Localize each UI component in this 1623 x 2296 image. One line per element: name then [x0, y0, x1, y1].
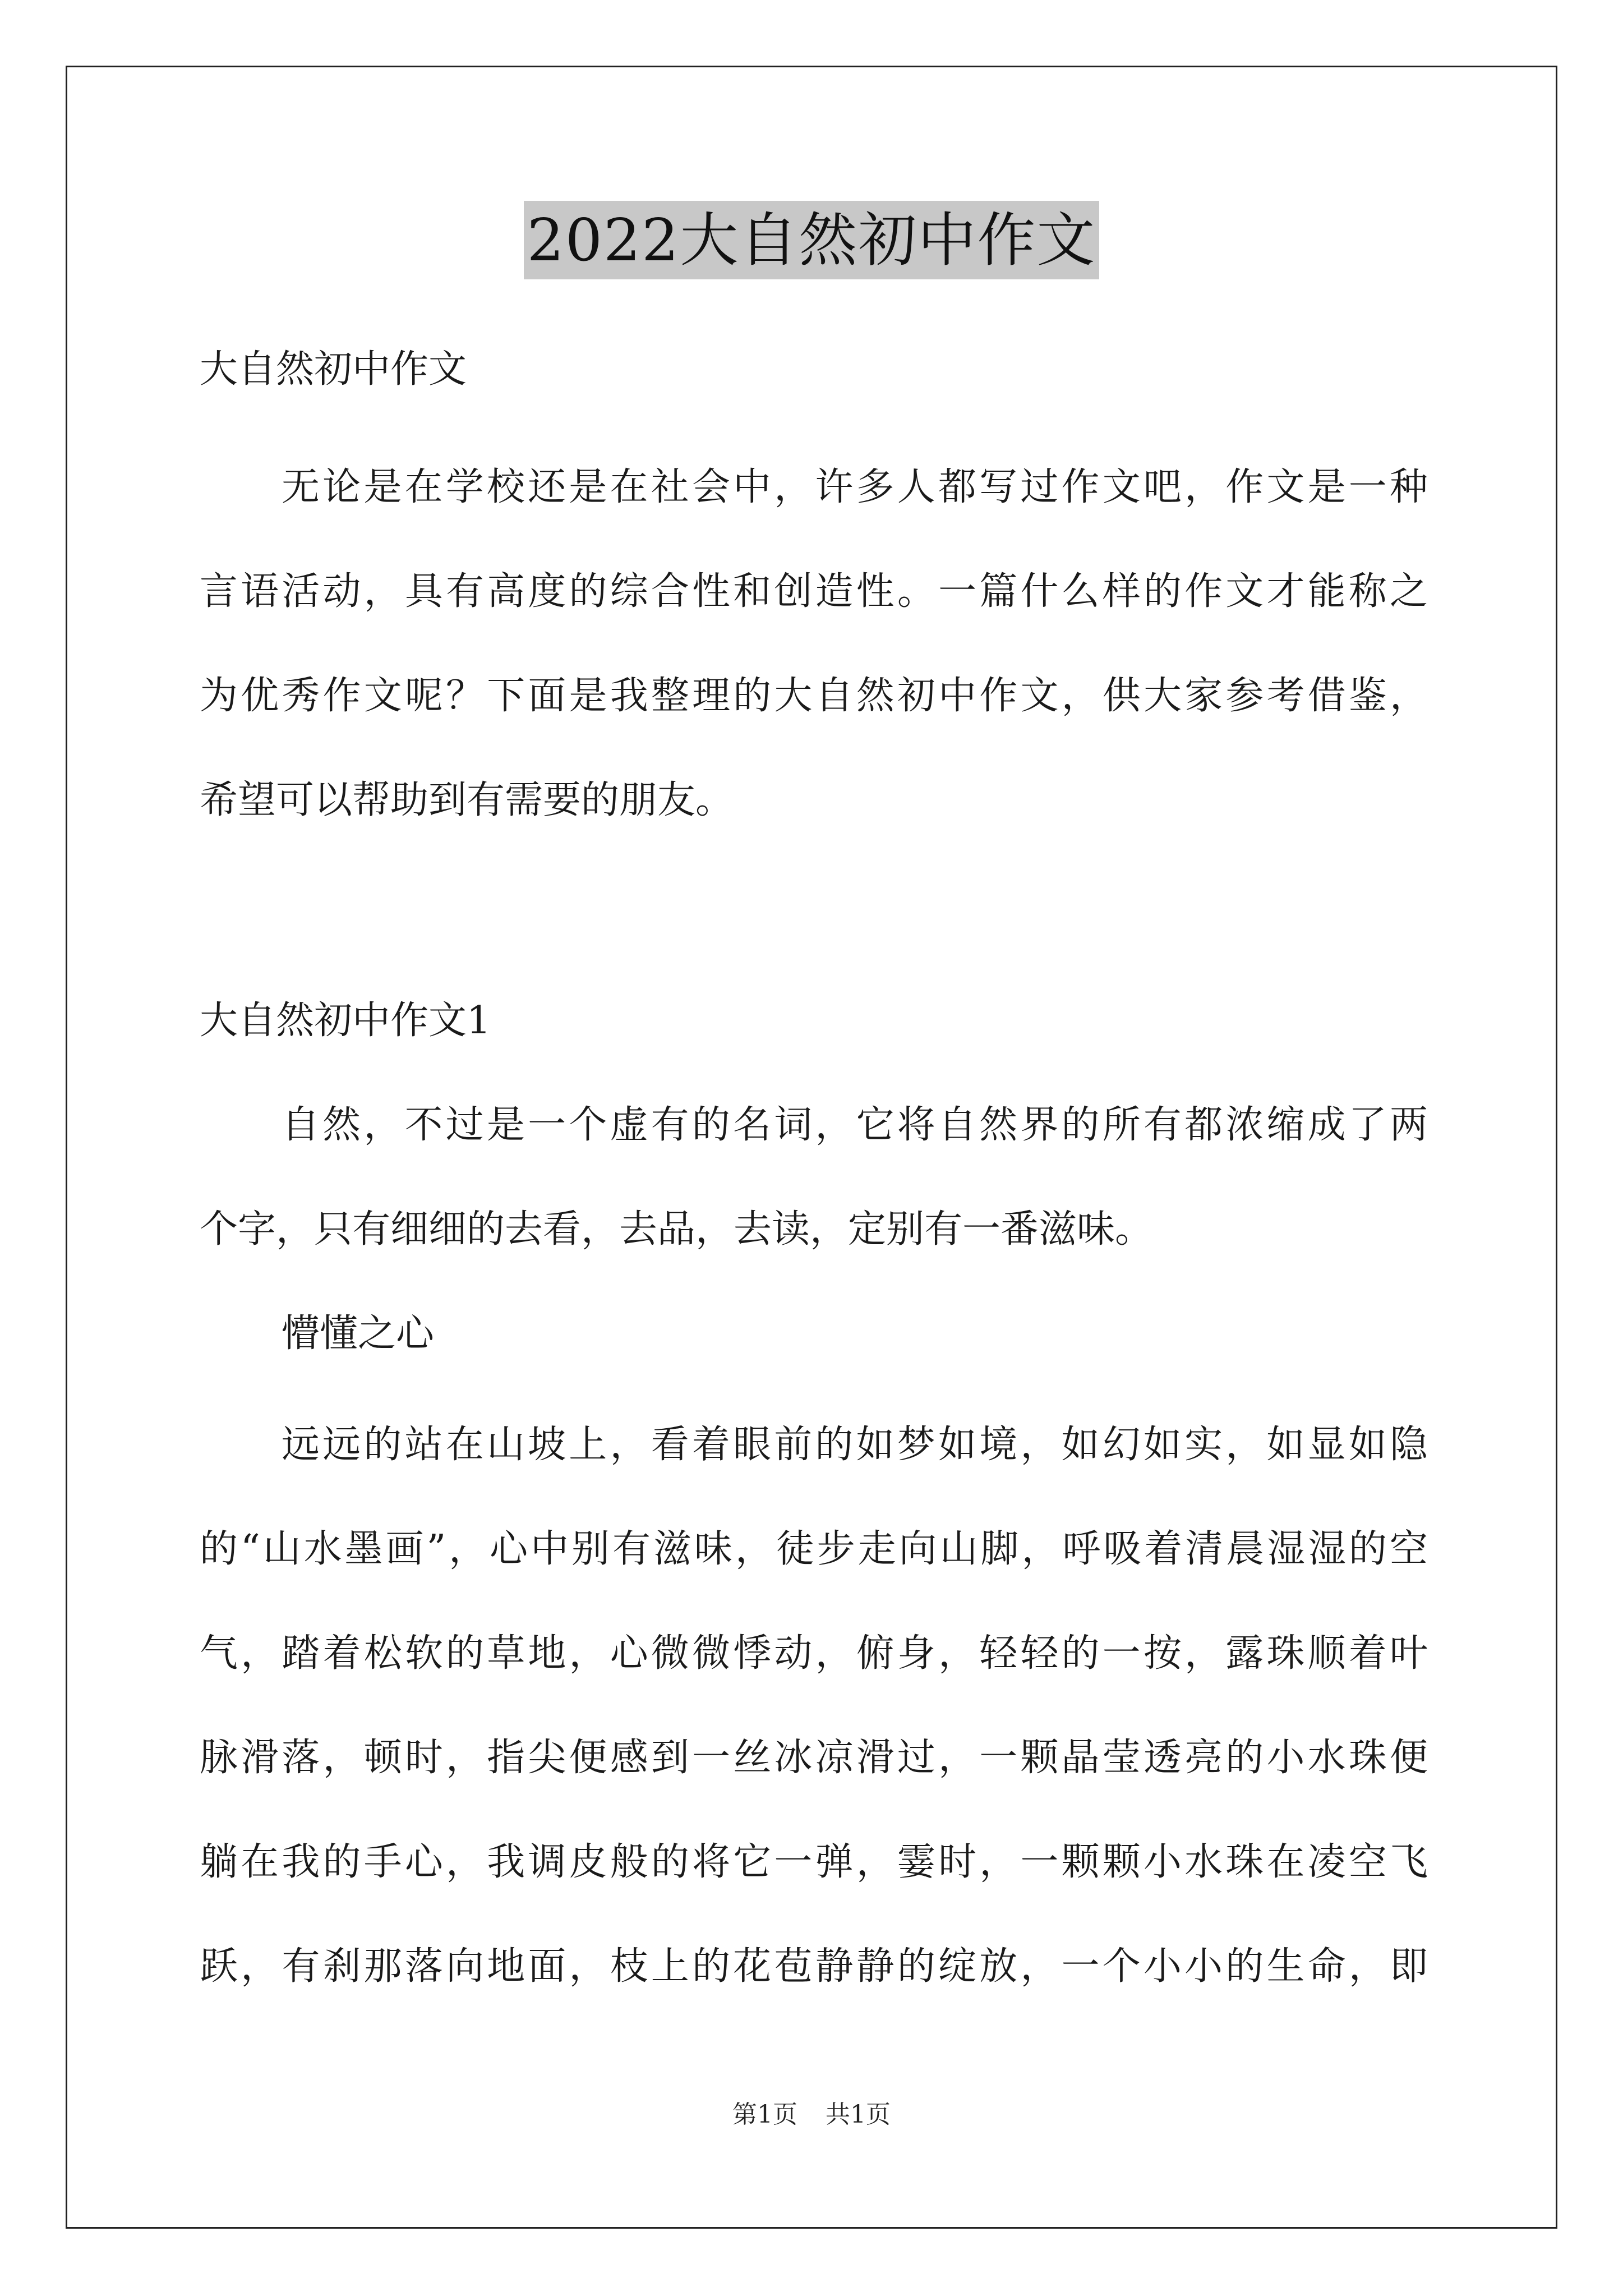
document-title: 2022大自然初中作文 [524, 201, 1100, 279]
paragraph-line: 气，踏着松软的草地，心微微悸动，俯身，轻轻的一按，露珠顺着叶 [200, 1631, 1428, 1676]
page-footer [0, 2098, 1623, 2132]
paragraph-line: 无论是在学校还是在社会中，许多人都写过作文吧，作文是一种 [282, 465, 1428, 509]
paragraph-line: 脉滑落，顿时，指尖便感到一丝冰凉滑过，一颗晶莹透亮的小水珠便 [200, 1736, 1428, 1780]
section-heading: 大自然初中作文 [200, 347, 467, 392]
paragraph-line: 希望可以帮助到有需要的朋友。 [200, 778, 734, 822]
paragraph-line: 跃，有刹那落向地面，枝上的花苞静静的绽放，一个小小的生命，即 [200, 1944, 1428, 1989]
paragraph-line: 言语活动，具有高度的综合性和创造性。一篇什么样的作文才能称之 [200, 569, 1428, 614]
page-total: 共1页 [826, 2100, 891, 2129]
paragraph-line: 为优秀作文呢？下面是我整理的大自然初中作文，供大家参考借鉴， [200, 674, 1428, 718]
section-heading: 大自然初中作文1 [200, 999, 491, 1043]
paragraph-line: 自然，不过是一个虚有的名词，它将自然界的所有都浓缩成了两 [282, 1103, 1428, 1147]
paragraph-line: 的“山水墨画”，心中别有滋味，徒步走向山脚，呼吸着清晨湿湿的空 [200, 1527, 1428, 1571]
paragraph-line: 远远的站在山坡上，看着眼前的如梦如境，如幻如实，如显如隐 [282, 1423, 1428, 1467]
page-number: 第1页 [732, 2100, 797, 2129]
subheading: 懵懂之心 [282, 1312, 435, 1356]
title-container [0, 201, 1623, 279]
paragraph-line: 躺在我的手心，我调皮般的将它一弹，霎时，一颗颗小水珠在凌空飞 [200, 1840, 1428, 1884]
paragraph-line: 个字，只有细细的去看，去品，去读，定别有一番滋味。 [200, 1207, 1154, 1251]
